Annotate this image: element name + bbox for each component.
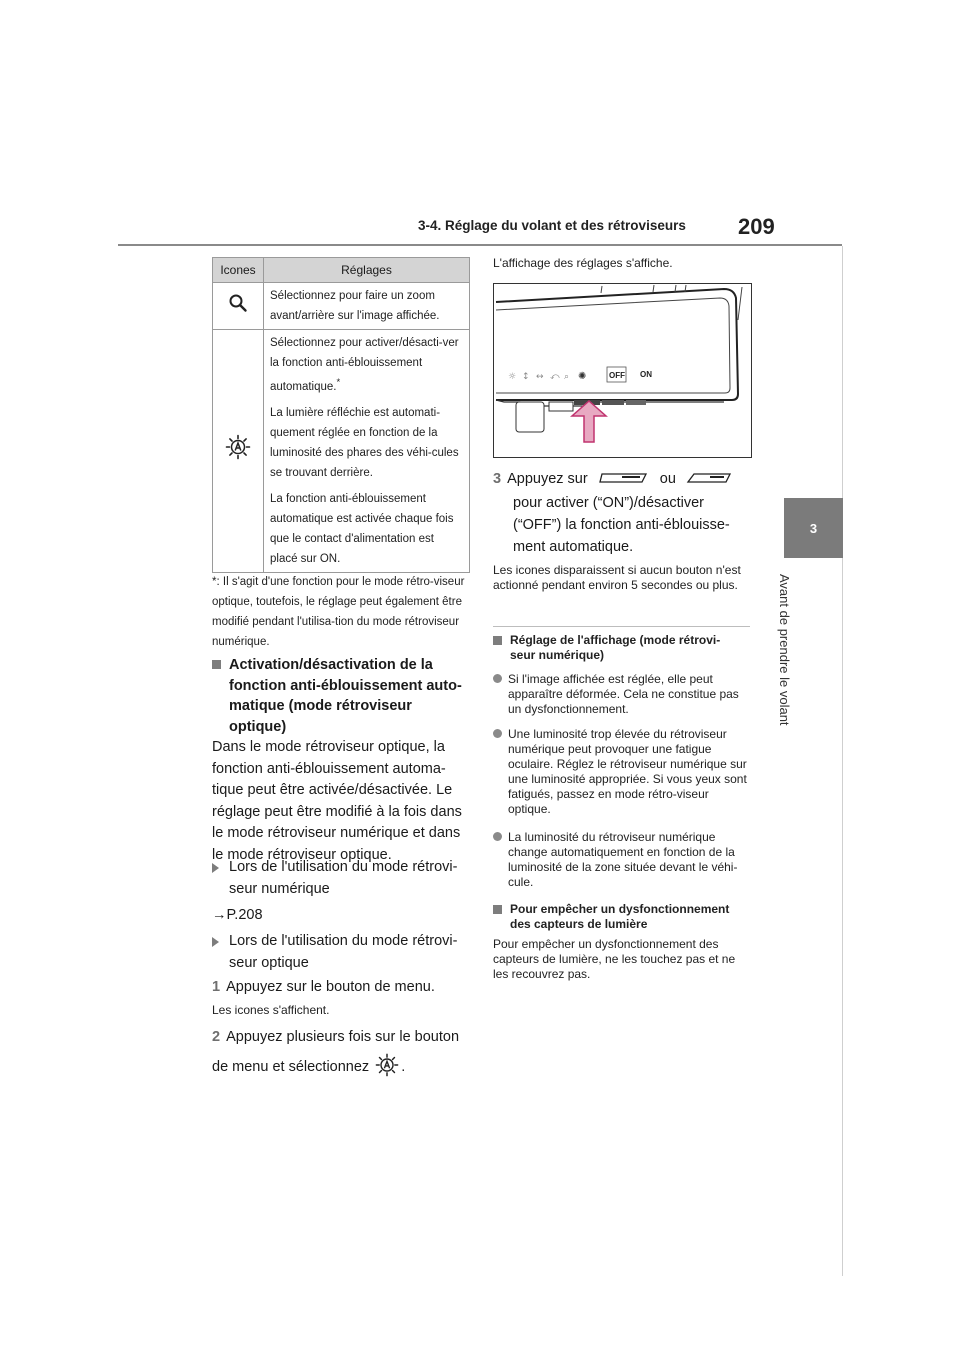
header-divider: [118, 244, 842, 246]
case-triangle-icon: [212, 937, 219, 947]
subsection-sensors: Pour empêcher un dysfonctionnement des capteurs de lumière: [493, 902, 745, 932]
step-3-note: Les icones disparaissent si aucun bouton n'est actionné pendant environ 5 secondes ou plus.: [493, 563, 741, 592]
chapter-label: Avant de prendre le volant: [777, 574, 792, 726]
table-header-row: [213, 258, 470, 283]
antiglare-icon-cell: [213, 330, 264, 573]
section-divider: [493, 626, 750, 627]
step-3: 3 Appuyez sur ou: [493, 468, 755, 490]
sensors-text: Pour empêcher un dysfonctionnement des capteurs de lumière, ne les touchez pas et ne les recouvrez pas.: [493, 937, 736, 981]
zoom-icon-cell: [213, 283, 264, 330]
case-optical: Lors de l'utilisation du mode rétrovi-seur optique: [212, 931, 470, 974]
svg-text:↔: ↔: [536, 372, 544, 382]
svg-text:⌕: ⌕: [564, 372, 570, 382]
zoom-description: Sélectionnez pour faire un zoom avant/arrière sur l'image affichée.: [264, 283, 470, 330]
step-number: 1: [212, 979, 221, 995]
svg-text:⤺: ⤺: [550, 372, 560, 382]
section-heading-optical: Activation/désactivation de la fonction anti-éblouissement auto-matique (mode rétroviseur optique): [212, 655, 470, 737]
section-square-icon: [493, 636, 502, 645]
section-title: 3-4. Réglage du volant et des rétroviseurs: [418, 218, 686, 233]
list-item: Une luminosité trop élevée du rétroviseur numérique peut provoquer une fatigue oculaire. Réglez le rétroviseur numérique sur une luminosité appropriée. Si vous yeux sont fatigués, passez en mode rétro-viseur optique.: [493, 727, 751, 817]
mirror-illustration: [494, 284, 751, 457]
zoom-icon: [228, 293, 248, 313]
antiglare-desc-3: La fonction anti-éblouissement automatique est activée chaque fois que le contact d'alimentation est placé sur ON.: [270, 492, 454, 565]
antiglare-description: [264, 330, 470, 573]
section-square-icon: [212, 660, 221, 669]
svg-text:↕: ↕: [522, 372, 530, 382]
intro-paragraph: Dans le mode rétroviseur optique, la fonction anti-éblouissement automa-tique peut être activée/désactivée. Le réglage peut être modifié à la fois dans le mode rétroviseur numérique et dans le mode rétroviseur optique.: [212, 739, 462, 863]
bullet-icon: [493, 674, 502, 683]
page-number: 209: [738, 214, 775, 239]
step-number: 3: [493, 471, 502, 487]
step-number: 2: [212, 1029, 221, 1045]
bullet-icon: [493, 832, 502, 841]
list-item: Si l'image affichée est réglée, elle peut apparaître déformée. Cela ne constitue pas un dysfonctionnement.: [493, 672, 751, 717]
footnote-mark: *:: [212, 576, 220, 588]
table-row: [213, 283, 470, 330]
figure-off-label: OFF: [609, 371, 625, 380]
svg-text:✺: ✺: [578, 371, 587, 382]
chapter-tab[interactable]: [784, 498, 843, 558]
footnote: [212, 572, 474, 652]
auto-antiglare-icon: [375, 1053, 399, 1077]
mirror-figure: [493, 283, 752, 458]
right-button-icon: [686, 472, 732, 484]
col-icons-header: Icones: [213, 258, 264, 283]
display-note: L'affichage des réglages s'affiche.: [493, 256, 673, 270]
table-row: [213, 330, 470, 573]
auto-antiglare-icon: [225, 434, 251, 460]
footnote-text: Il s'agit d'une fonction pour le mode rétro-viseur optique, toutefois, le réglage peut également être modifié pendant l'utilisa-tion du mode rétroviseur numérique.: [212, 576, 465, 648]
footnote-marker: *: [336, 377, 341, 388]
subsection-display: Réglage de l'affichage (mode rétrovi-seur numérique): [493, 633, 745, 663]
chapter-number: 3: [809, 520, 818, 536]
left-button-icon: [598, 472, 650, 484]
case-triangle-icon: [212, 863, 219, 873]
antiglare-desc-1: Sélectionnez pour activer/désacti-ver la fonction anti-éblouissement automatique.*: [270, 337, 459, 393]
step-1-note: Les icones s'affichent.: [212, 1003, 330, 1017]
step-1: 1 Appuyez sur le bouton de menu.: [212, 979, 435, 995]
section-square-icon: [493, 905, 502, 914]
step-3-text: pour activer (“ON”)/désactiver (“OFF”) la fonction anti-éblouisse-ment automatique.: [513, 495, 730, 555]
svg-text:☼: ☼: [508, 372, 517, 382]
antiglare-desc-2: La lumière réfléchie est automati-quement réglée en fonction de la luminosité des phares des véhi-cules se trouvant derrière.: [270, 406, 459, 479]
col-settings-header: Réglages: [264, 258, 470, 283]
settings-table: [212, 257, 470, 573]
page-reference[interactable]: →P.208: [212, 907, 263, 923]
list-item: La luminosité du rétroviseur numérique change automatiquement en fonction de la luminosité de la zone située devant le véhi-cule.: [493, 830, 751, 890]
bullet-icon: [493, 729, 502, 738]
case-digital: Lors de l'utilisation du mode rétrovi-seur numérique: [212, 857, 470, 900]
side-divider: [842, 246, 843, 1276]
step-2: 2 Appuyez plusieurs fois sur le bouton de menu et sélectionnez .: [212, 1029, 460, 1075]
figure-on-label: ON: [640, 370, 652, 379]
